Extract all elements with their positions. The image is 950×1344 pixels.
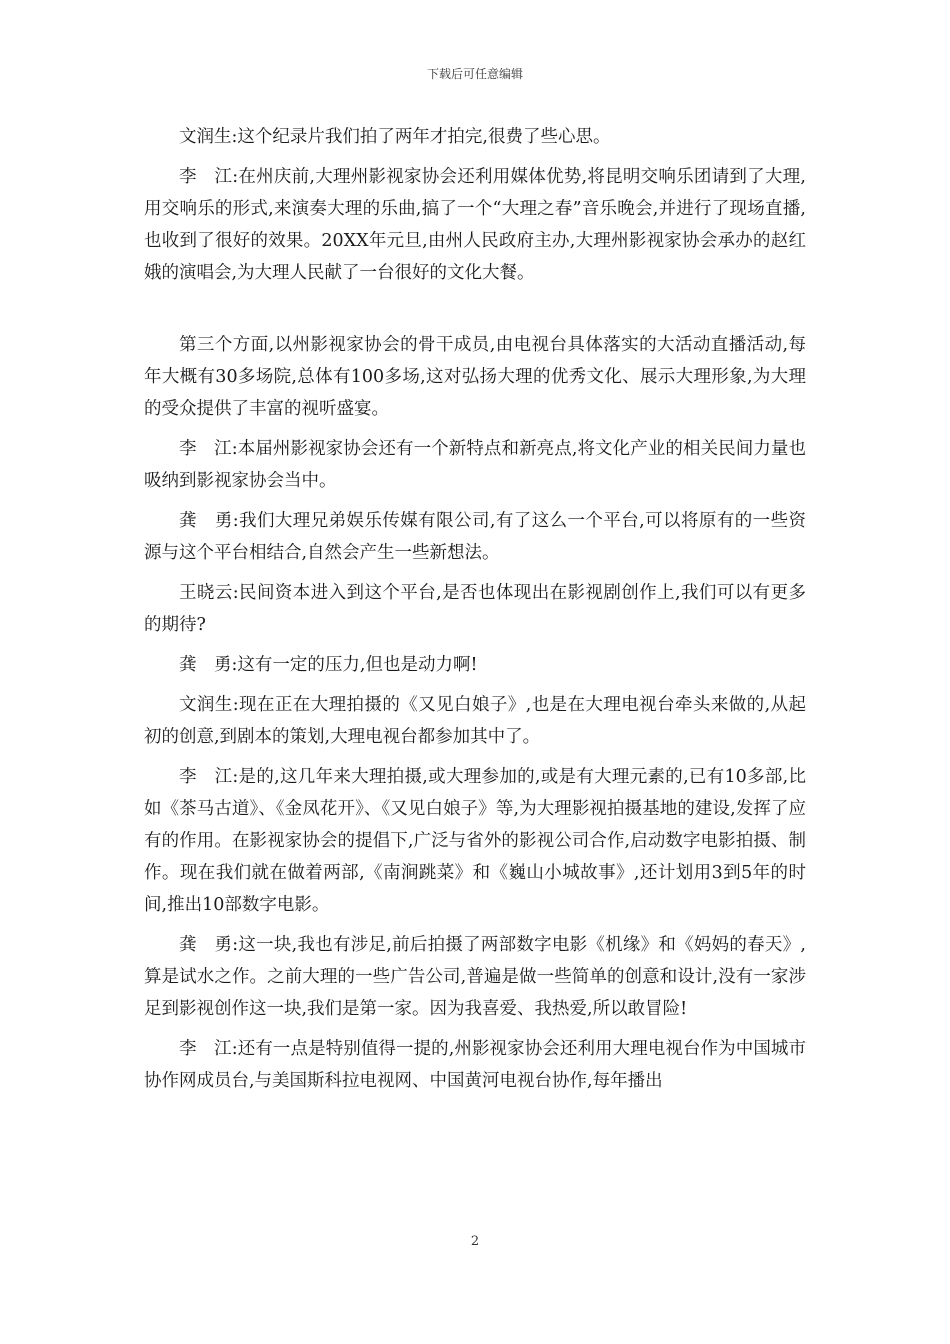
paragraph-6: 王晓云:民间资本进入到这个平台,是否也体现出在影视剧创作上,我们可以有更多的期待? (144, 583, 806, 635)
paragraph-9: 李 江:是的,这几年来大理拍摄,或大理参加的,或是有大理元素的,已有10多部,比如《茶马古道》、《金凤花开》、《又见白娘子》等,为大理影视拍摄基地的建设,发挥了应有的作用。在影视家协会的提倡下,广泛与省外的影视公司合作,启动数字电影拍摄、制作。现在我们就在做着两部,《南涧跳菜》和《巍山小城故事》,还计划用3到5年的时间,推出10部数字电影。 (144, 767, 806, 915)
page-header: 下载后可任意编辑 (426, 67, 523, 81)
document-body (144, 121, 806, 1105)
page-number: 2 (470, 1234, 480, 1249)
paragraph-2: 李 江:在州庆前,大理州影视家协会还利用媒体优势,将昆明交响乐团请到了大理,用交响乐的形式,来演奏大理的乐曲,搞了一个“大理之春”音乐晚会,并进行了现场直播,也收到了很好的效果。20XX年元旦,由州人民政府主办,大理州影视家协会承办的赵红娥的演唱会,为大理人民献了一台很好的文化大餐。 (144, 167, 806, 283)
paragraph-10: 龚 勇:这一块,我也有涉足,前后拍摄了两部数字电影《机缘》和《妈妈的春天》,算是试水之作。之前大理的一些广告公司,普遍是做一些简单的创意和设计,没有一家涉足到影视创作这一块,我们是第一家。因为我喜爱、我热爱,所以敢冒险! (144, 935, 806, 1019)
paragraph-11: 李 江:还有一点是特别值得一提的,州影视家协会还利用大理电视台作为中国城市协作网成员台,与美国斯科拉电视网、中国黄河电视台协作,每年播出 (144, 1039, 806, 1091)
paragraph-7: 龚 勇:这有一定的压力,但也是动力啊! (179, 655, 478, 675)
paragraph-8: 文润生:现在正在大理拍摄的《又见白娘子》,也是在大理电视台牵头来做的,从起初的创意,到剧本的策划,大理电视台都参加其中了。 (144, 695, 806, 747)
paragraph-5: 龚 勇:我们大理兄弟娱乐传媒有限公司,有了这么一个平台,可以将原有的一些资源与这个平台相结合,自然会产生一些新想法。 (144, 511, 806, 563)
paragraph-1: 文润生:这个纪录片我们拍了两年才拍完,很费了些心思。 (179, 127, 611, 147)
paragraph-3: 第三个方面,以州影视家协会的骨干成员,由电视台具体落实的大活动直播活动,每年大概有30多场院,总体有100多场,这对弘扬大理的优秀文化、展示大理形象,为大理的受众提供了丰富的视听盛宴。 (144, 335, 806, 419)
paragraph-4: 李 江:本届州影视家协会还有一个新特点和新亮点,将文化产业的相关民间力量也吸纳到影视家协会当中。 (144, 439, 806, 491)
